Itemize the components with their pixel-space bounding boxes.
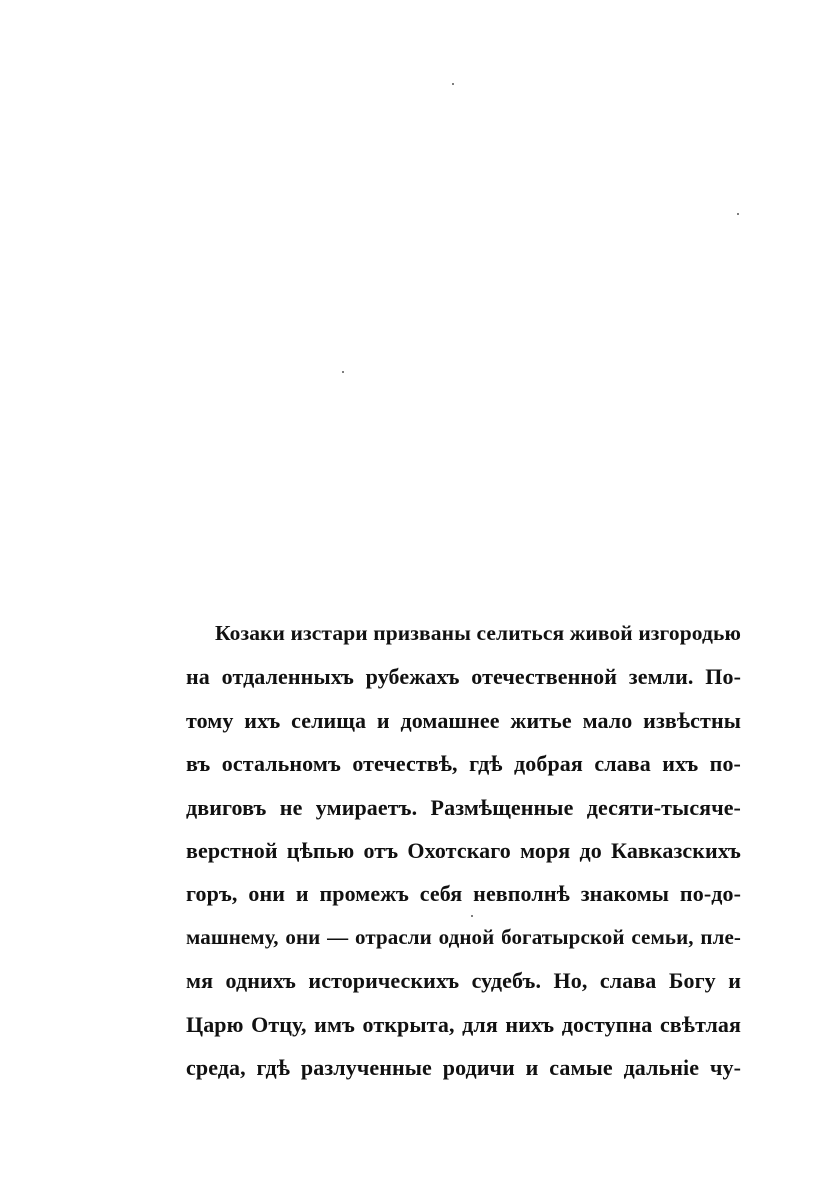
text-line: среда, гдѣ разлученные родичи и самые дальніе чу-: [186, 1054, 741, 1080]
paper-speck: [342, 371, 344, 373]
paper-speck: [737, 213, 739, 215]
text-line: тому ихъ селища и домашнее житье мало извѣстны: [186, 707, 741, 733]
text-line: въ остальномъ отечествѣ, гдѣ добрая слава ихъ по-: [186, 751, 741, 777]
text-line: Царю Отцу, имъ открыта, для нихъ доступна свѣтлая: [186, 1011, 741, 1037]
paper-speck: [452, 83, 454, 85]
text-line: Козаки изстари призваны селиться живой изгородью: [215, 621, 741, 645]
text-line: верстной цѣпью отъ Охотскаго моря до Кавказскихъ: [186, 837, 741, 863]
text-line: на отдаленныхъ рубежахъ отечественной земли. По-: [186, 664, 741, 690]
text-line: машнему, они — отрасли одной богатырской семьи, пле-: [186, 924, 741, 949]
paragraph: [186, 612, 741, 1089]
text-line: двиговъ не умираетъ. Размѣщенные десяти-тысяче-: [186, 794, 741, 820]
text-line: горъ, они и промежъ себя невполнѣ знакомы по-до-: [186, 881, 741, 907]
text-line: мя однихъ историческихъ судебъ. Но, слава Богу и: [186, 968, 741, 994]
